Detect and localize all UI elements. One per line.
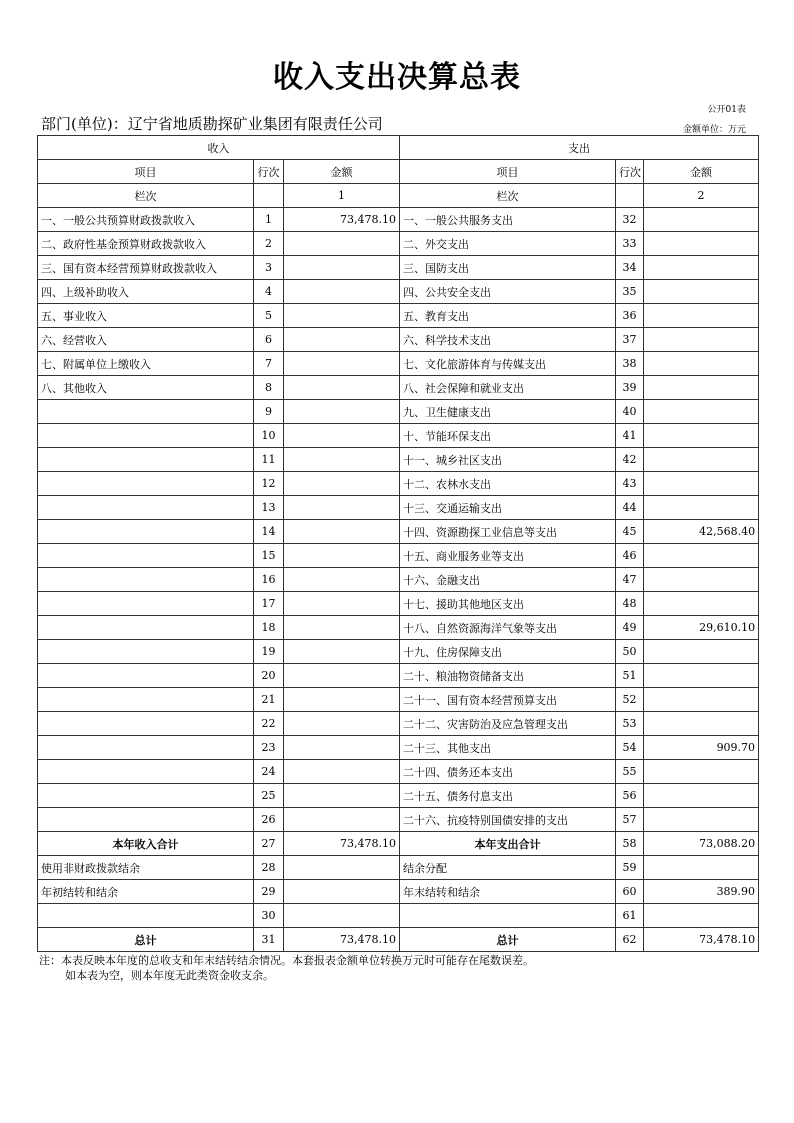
table-row [38,904,759,928]
expense-row-number: 46 [616,544,644,568]
expense-item-cell: 七、文化旅游体育与传媒支出 [400,352,616,376]
column-header-row [38,160,759,184]
lane-row [38,184,759,208]
income-item-cell: 使用非财政拨款结余 [38,856,254,880]
income-item-cell: 六、经营收入 [38,328,254,352]
expense-amount-cell [644,712,759,736]
income-item-cell [38,712,254,736]
income-row-number: 31 [254,928,284,952]
table-row [38,448,759,472]
expense-row-number: 56 [616,784,644,808]
table-row [38,208,759,232]
income-row-number: 29 [254,880,284,904]
department-label: 部门(单位)：辽宁省地质勘探矿业集团有限责任公司 [41,115,383,133]
income-amount-cell [284,616,400,640]
income-amount-cell [284,256,400,280]
expense-lane-number: 2 [644,184,759,208]
table-row [38,856,759,880]
income-amount-cell [284,880,400,904]
income-lane-number: 1 [284,184,400,208]
income-amount-cell [284,544,400,568]
income-item-cell [38,448,254,472]
income-item-cell: 二、政府性基金预算财政拨款收入 [38,232,254,256]
income-amount-cell [284,856,400,880]
income-item-header: 项目 [38,160,254,184]
income-row-number: 11 [254,448,284,472]
expense-amount-cell: 73,478.10 [644,928,759,952]
expense-amount-cell [644,808,759,832]
income-amount-cell [284,520,400,544]
income-row-number: 1 [254,208,284,232]
income-amount-cell [284,664,400,688]
table-row [38,304,759,328]
income-row-number: 16 [254,568,284,592]
expense-item-cell: 十七、援助其他地区支出 [400,592,616,616]
expense-item-cell: 八、社会保障和就业支出 [400,376,616,400]
income-amount-cell [284,232,400,256]
expense-item-cell: 二十二、灾害防治及应急管理支出 [400,712,616,736]
income-item-cell: 八、其他收入 [38,376,254,400]
income-item-cell: 七、附属单位上缴收入 [38,352,254,376]
income-item-cell [38,664,254,688]
income-amount-cell [284,352,400,376]
income-amount-cell [284,688,400,712]
expense-row-number: 53 [616,712,644,736]
expense-item-cell: 十九、住房保障支出 [400,640,616,664]
income-amount-cell [284,784,400,808]
expense-row-number: 57 [616,808,644,832]
expense-row-number: 33 [616,232,644,256]
expense-item-cell: 十二、农林水支出 [400,472,616,496]
expense-amount-cell: 909.70 [644,736,759,760]
income-amount-header: 金额 [284,160,400,184]
expense-item-cell: 十三、交通运输支出 [400,496,616,520]
income-row-number: 9 [254,400,284,424]
table-row [38,592,759,616]
expense-item-cell: 十六、金融支出 [400,568,616,592]
income-amount-cell [284,304,400,328]
income-row-number: 17 [254,592,284,616]
expense-amount-cell [644,328,759,352]
expense-amount-cell [644,640,759,664]
expense-item-cell: 总计 [400,928,616,952]
income-item-cell [38,736,254,760]
expense-row-number: 42 [616,448,644,472]
income-item-cell: 三、国有资本经营预算财政拨款收入 [38,256,254,280]
income-row-number: 27 [254,832,284,856]
income-row-number: 4 [254,280,284,304]
income-row-number: 24 [254,760,284,784]
table-row [38,544,759,568]
income-row-number: 14 [254,520,284,544]
income-lane-empty [254,184,284,208]
income-amount-cell: 73,478.10 [284,928,400,952]
income-item-cell: 年初结转和结余 [38,880,254,904]
table-row [38,232,759,256]
income-row-number: 2 [254,232,284,256]
income-row-number: 7 [254,352,284,376]
expense-item-cell: 五、教育支出 [400,304,616,328]
expense-amount-cell [644,544,759,568]
expense-item-cell: 本年支出合计 [400,832,616,856]
expense-amount-cell [644,304,759,328]
table-row [38,424,759,448]
income-row-number: 6 [254,328,284,352]
expense-item-cell: 九、卫生健康支出 [400,400,616,424]
expense-amount-cell [644,448,759,472]
income-amount-cell [284,280,400,304]
table-row [38,520,759,544]
income-row-number: 18 [254,616,284,640]
expense-row-number: 41 [616,424,644,448]
expense-row-number: 51 [616,664,644,688]
expense-amount-cell [644,424,759,448]
expense-lane-label: 栏次 [400,184,616,208]
expense-item-cell: 二十、粮油物资储备支出 [400,664,616,688]
expense-row-number: 59 [616,856,644,880]
income-amount-cell [284,712,400,736]
income-row-number: 12 [254,472,284,496]
expense-row-number: 38 [616,352,644,376]
table-row [38,280,759,304]
expense-row-number: 43 [616,472,644,496]
income-item-cell: 五、事业收入 [38,304,254,328]
income-item-cell [38,640,254,664]
expense-row-number: 32 [616,208,644,232]
expense-amount-cell [644,904,759,928]
expense-item-header: 项目 [400,160,616,184]
expense-item-cell: 二十一、国有资本经营预算支出 [400,688,616,712]
expense-amount-cell [644,592,759,616]
income-amount-cell [284,760,400,784]
table-row [38,784,759,808]
footnote-line-2: 如本表为空，则本年度无此类资金收支余。 [65,969,274,982]
income-item-cell [38,568,254,592]
expense-row-number: 60 [616,880,644,904]
expense-amount-cell [644,376,759,400]
income-item-cell [38,424,254,448]
table-row [38,496,759,520]
income-row-number: 10 [254,424,284,448]
expense-item-cell [400,904,616,928]
income-amount-cell [284,736,400,760]
expense-item-cell: 十、节能环保支出 [400,424,616,448]
income-row-number: 25 [254,784,284,808]
expense-amount-cell [644,352,759,376]
income-row-number: 3 [254,256,284,280]
income-amount-cell [284,448,400,472]
income-row-number: 26 [254,808,284,832]
income-row-number: 21 [254,688,284,712]
income-row-number: 8 [254,376,284,400]
expense-row-number: 49 [616,616,644,640]
income-item-cell [38,496,254,520]
expense-item-cell: 六、科学技术支出 [400,328,616,352]
income-row-number: 15 [254,544,284,568]
income-row-number: 22 [254,712,284,736]
income-item-cell [38,784,254,808]
footnote [39,953,534,983]
income-row-number: 5 [254,304,284,328]
income-amount-cell [284,592,400,616]
expense-item-cell: 十八、自然资源海洋气象等支出 [400,616,616,640]
income-amount-cell: 73,478.10 [284,832,400,856]
expense-amount-cell [644,496,759,520]
expense-amount-cell: 389.90 [644,880,759,904]
income-amount-cell [284,568,400,592]
income-row-number: 20 [254,664,284,688]
expense-item-cell: 二十六、抗疫特别国债安排的支出 [400,808,616,832]
expense-amount-cell [644,472,759,496]
income-amount-cell [284,808,400,832]
expense-row-number: 39 [616,376,644,400]
footnote-line-1: 注：本表反映本年度的总收支和年末结转结余情况。本套报表金额单位转换万元时可能存在尾数误差。 [39,954,534,967]
expense-item-cell: 二十四、债务还本支出 [400,760,616,784]
expense-item-cell: 四、公共安全支出 [400,280,616,304]
expense-row-number: 44 [616,496,644,520]
expense-item-cell: 十四、资源勘探工业信息等支出 [400,520,616,544]
expense-row-number: 55 [616,760,644,784]
table-row [38,808,759,832]
expense-amount-cell [644,760,759,784]
income-expense-table [37,135,759,952]
income-amount-cell [284,400,400,424]
table-row [38,640,759,664]
income-amount-cell [284,640,400,664]
expense-row-number: 62 [616,928,644,952]
expense-amount-cell [644,568,759,592]
income-item-cell [38,520,254,544]
expense-item-cell: 二十五、债务付息支出 [400,784,616,808]
income-amount-cell [284,496,400,520]
income-row-number: 28 [254,856,284,880]
income-amount-cell [284,376,400,400]
amount-unit: 金额单位：万元 [682,125,746,135]
table-row [38,760,759,784]
income-item-cell [38,904,254,928]
expense-amount-cell [644,688,759,712]
income-item-cell [38,616,254,640]
expense-row-number: 54 [616,736,644,760]
table-row [38,352,759,376]
expense-row-number: 36 [616,304,644,328]
section-header-row [38,136,759,160]
table-row [38,880,759,904]
expense-item-cell: 二十三、其他支出 [400,736,616,760]
expense-item-cell: 一、一般公共服务支出 [400,208,616,232]
income-amount-cell [284,904,400,928]
table-row [38,328,759,352]
expense-amount-cell: 42,568.40 [644,520,759,544]
income-row-header: 行次 [254,160,284,184]
income-row-number: 23 [254,736,284,760]
income-item-cell [38,688,254,712]
table-row [38,688,759,712]
expense-row-number: 45 [616,520,644,544]
table-row [38,376,759,400]
income-item-cell: 四、上级补助收入 [38,280,254,304]
expense-item-cell: 结余分配 [400,856,616,880]
expense-amount-cell [644,232,759,256]
income-item-cell [38,544,254,568]
table-row [38,472,759,496]
income-item-cell [38,592,254,616]
expense-amount-cell [644,400,759,424]
income-row-number: 19 [254,640,284,664]
table-row [38,568,759,592]
expense-row-number: 61 [616,904,644,928]
table-row [38,928,759,952]
expense-item-cell: 十五、商业服务业等支出 [400,544,616,568]
income-item-cell [38,400,254,424]
table-row [38,616,759,640]
expense-row-number: 48 [616,592,644,616]
expense-amount-cell: 29,610.10 [644,616,759,640]
income-section-header: 收入 [38,136,400,160]
income-item-cell [38,760,254,784]
expense-section-header: 支出 [400,136,759,160]
expense-amount-cell [644,256,759,280]
table-row [38,256,759,280]
income-lane-label: 栏次 [38,184,254,208]
income-amount-cell: 73,478.10 [284,208,400,232]
income-item-cell [38,472,254,496]
expense-item-cell: 二、外交支出 [400,232,616,256]
expense-row-number: 37 [616,328,644,352]
expense-row-number: 47 [616,568,644,592]
expense-amount-cell [644,208,759,232]
expense-row-header: 行次 [616,160,644,184]
expense-amount-cell [644,784,759,808]
expense-item-cell: 三、国防支出 [400,256,616,280]
income-amount-cell [284,328,400,352]
income-item-cell: 一、一般公共预算财政拨款收入 [38,208,254,232]
expense-amount-header: 金额 [644,160,759,184]
expense-amount-cell [644,856,759,880]
expense-item-cell: 年末结转和结余 [400,880,616,904]
expense-amount-cell: 73,088.20 [644,832,759,856]
expense-lane-empty [616,184,644,208]
table-row [38,712,759,736]
income-item-cell: 本年收入合计 [38,832,254,856]
form-code: 公开01表 [707,105,746,115]
income-amount-cell [284,424,400,448]
income-row-number: 30 [254,904,284,928]
expense-row-number: 34 [616,256,644,280]
expense-item-cell: 十一、城乡社区支出 [400,448,616,472]
table-row [38,736,759,760]
expense-row-number: 52 [616,688,644,712]
income-item-cell: 总计 [38,928,254,952]
table-row [38,400,759,424]
income-row-number: 13 [254,496,284,520]
page-title: 收入支出决算总表 [273,60,521,95]
income-amount-cell [284,472,400,496]
table-row [38,664,759,688]
expense-amount-cell [644,664,759,688]
expense-row-number: 35 [616,280,644,304]
expense-row-number: 40 [616,400,644,424]
expense-row-number: 58 [616,832,644,856]
income-item-cell [38,808,254,832]
expense-amount-cell [644,280,759,304]
expense-row-number: 50 [616,640,644,664]
table-row [38,832,759,856]
